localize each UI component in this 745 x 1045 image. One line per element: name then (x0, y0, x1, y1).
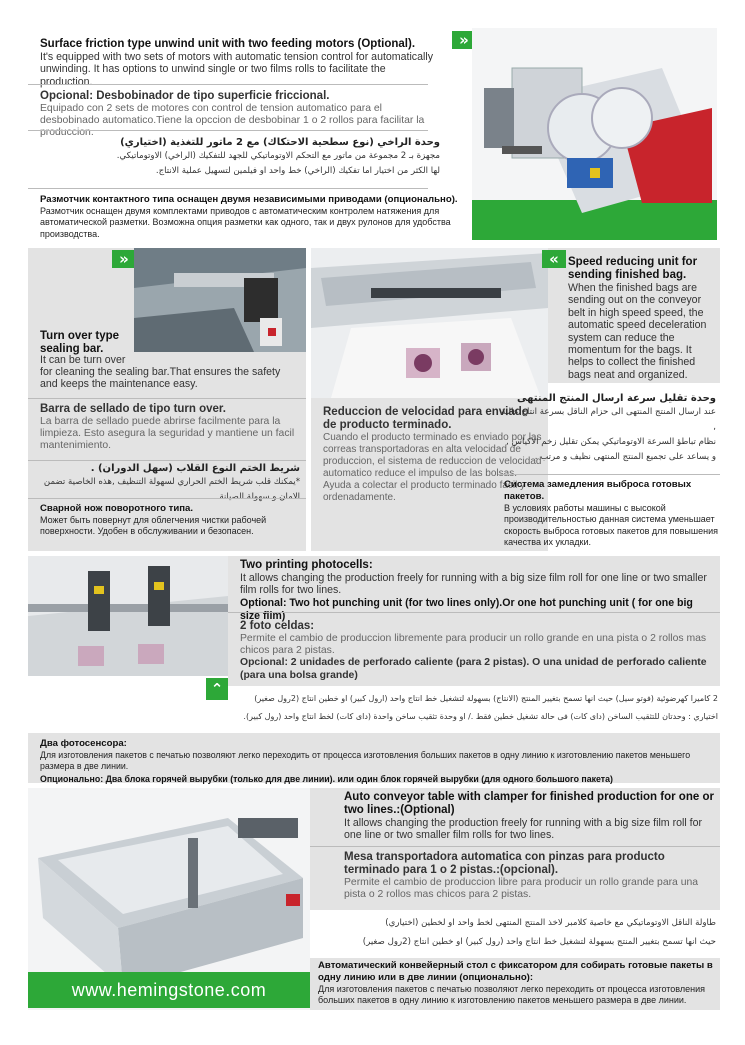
speed-title-ar: وحدة تقليل سرعة ارسال المنتج المنتهى (517, 393, 716, 404)
double-chevron-up-icon: ⌃ (206, 678, 228, 700)
photocells-optional-es: Opcional: 2 unidades de perforado caliente (para 2 pistas). O una unidad de perforado caliente (para una bolsa grande) (240, 657, 707, 681)
speed-line1-ar: عند ارسال المنتج المنتهى الى حزام الناقل بسرعة انتاج عالية , (501, 407, 716, 432)
conveyor-title-es: Mesa transportadora automatica con pinzas para producto terminado para 1 o 2 pistas.:(opcional). (344, 851, 665, 876)
unwind-body-es: Equipado con 2 sets de motores con control de tension automatico para el desbobinado automatico.Tiene la opccion de desbobinar 1 o 2 rollos para facilitar la produccion. (40, 103, 425, 139)
photocells-photo (28, 556, 228, 676)
unwind-line1-ar: مجهزة بـ 2 مجموعة من ماتور مع التحكم الاوتوماتيكي للجهد للتفكيك (الراخي) الاوتوماتيكي. (116, 151, 440, 161)
conveyor-title-ru: Автоматический конвейерный стол с фиксатором для собирать готовые пакеты в одну линию или в две линии (опционально): (318, 960, 713, 983)
speed-body-es: Cuando el producto terminado es enviado por las correas transportadoras en alta velocidad de produccion, el sistema de reduccion de velocidad automatico reduce el impulso de las bolsas. Ayuda a colectar el producto terminado facil y ordenadamente. (323, 432, 542, 503)
sealing-title-es: Barra de sellado de tipo turn over. (40, 403, 226, 415)
sealing-body-ru: Может быть повернут для облегчения чистки рабочей поверхности. Удобен в обслуживании и безопасен. (40, 515, 267, 537)
sealing-body-ar: *يمكنك قلب شريط الختم الحراري لسهولة التنظيف ,هذه الخاصية تضمن الامان و سهولة الصيانة (43, 477, 300, 502)
speed-body-ru: В условиях работы машины с высокой производительностью данная система уменьшает скорость выброса готовых пакетов для повышения качества их укладки. (504, 503, 718, 548)
photocells-line1-ar: 2 كاميرا كهرضوئية (فوتو سيل) حيث انها تسمح بتغيير المنتج (الانتاج) بسهولة لتشغيل خط انتاج واحد (ارول كبير) او خطين انتاج (2رول صغير) (254, 694, 718, 703)
speed-line3-ar: و يساعد على تجميع المنتج المنتهى نظيف و مرتب . (534, 452, 716, 462)
speed-line2-ar: نظام تباطؤ السرعة الاوتوماتيكي يمكن تقليل زخم الاكياس , (506, 437, 716, 447)
double-chevron-right-icon: » (452, 31, 476, 49)
sealing-body-es: La barra de sellado puede abrirse facilmente para la limpieza. Esto asegura la seguridad y mantiene un facil mantenimiento. (40, 416, 295, 452)
photocells-body-es: Permite el cambio de produccion libremente para producir un rollo grande en una pista o 2 rollos mas chicos para 2 pistas. (240, 633, 707, 657)
photocells-body-en: It allows changing the production freely for running with a big size film roll for one line or two smaller film rolls for two lines. (240, 572, 707, 597)
sealing-title-ru: Сварной нож поворотного типа. (40, 503, 194, 514)
photocells-title-ru: Два фотосенсора: (40, 738, 127, 749)
unwind-title-es: Opcional: Desbobinador de tipo superficie friccional. (40, 90, 330, 102)
unwind-title-ru: Размотчик контактного типа оснащен двумя независимыми приводами (опционально). (40, 194, 458, 205)
photocells-title-es: 2 foto celdas: (240, 620, 315, 632)
unwind-title-ar: وحدة الراخي (نوع سطحية الاحتكاك) مع 2 ماتور للتغذية (اختياري) (120, 137, 440, 148)
speed-title-en: Speed reducing unit for sending finished bag. (568, 256, 698, 281)
conveyor-body-ru: Для изготовления пакетов с печатью позволяют легко переходить от процесса изготовления больших пакетов в одну линию к изготовлению пакетов меньшего размера в две линии. (318, 984, 705, 1006)
website-banner[interactable]: www.hemingstone.com (28, 972, 310, 1008)
double-chevron-right-icon: » (112, 250, 136, 268)
sealing-bar-photo (134, 248, 306, 352)
conveyor-line2-ar: حيث انها تسمح بتغيير المنتج بسهولة لتشغيل خط انتاج واحد (رول كبير) او خطين انتاج (2رول صغير) (362, 937, 716, 947)
conveyor-line1-ar: طاولة الناقل الاوتوماتيكي مع خاصية كلامبر لاخذ المنتج المنتهى لخط واحد او لخطين (اختياري) (385, 918, 716, 928)
conveyor-title-en: Auto conveyor table with clamper for finished production for one or two lines.:(Optional) (344, 791, 714, 816)
conveyor-body-en: It allows changing the production freely for running with a big size film roll for one line or two smaller film rolls for two lines. (344, 817, 703, 842)
unwind-body-en: It's equipped with two sets of motors with automatic tension control for automatically unwinding. It has options to unwind single or two films rolls to facilitate the production. (40, 51, 433, 88)
unwind-title-en: Surface friction type unwind unit with two feeding motors (Optional). (40, 38, 416, 50)
unwind-unit-photo (472, 28, 717, 240)
conveyor-body-es: Permite el cambio de produccion libre para producir un rollo grande para una pista o 2 rollos mas chicos para 2 pistas. (344, 877, 699, 901)
sealing-body2-en: for cleaning the sealing bar.That ensures the safety and keeps the maintenance easy. (40, 366, 281, 391)
unwind-line2-ar: لها الكثر من اختيار اما تفكيك (الراخي) خط واحد او فيلمين لتسهيل عملية الانتاج. (155, 166, 440, 176)
photocells-optional-en: Optional: Two hot punching unit (for two lines only).Or one hot punching unit ( for one big size film) (240, 596, 693, 622)
speed-title-ru: Система замедления выброса готовых пакетов. (504, 479, 692, 502)
double-chevron-left-icon: « (542, 250, 566, 268)
photocells-title-en: Two printing photocells: (240, 559, 373, 571)
photocells-body-ru: Для изготовления пакетов с печатью позволяют легко переходить от процесса изготовления больших пакетов в одну линию к изготовлению пакетов меньшего размера в две линии. (40, 750, 691, 772)
photocells-optional-ru: Опционально: Два блока горячей вырубки (только для две линии). или один блок горячей вырубки (для одного большого пакета) (40, 773, 613, 784)
speed-title-es: Reduccion de velocidad para enviado de producto terminado. (323, 406, 529, 431)
speed-body-en: When the finished bags are sending out on the conveyor belt in high speed speed, the automatic speed deceleration system can reduce the momentum for the bags. It helps to collect the finished bags neat and organized. (568, 282, 707, 381)
sealing-title-en: Turn over type sealing bar. (40, 330, 120, 355)
sealing-title-ar: شريط الختم النوع القلاب (سهل الدوران) . (90, 463, 300, 474)
unwind-body-ru: Размотчик оснащен двумя комплектами приводов с автоматическим контролем натяжения для автоматической разметки. Возможна опция разметки как одного, так и двух рулонов для удобства производства. (40, 206, 451, 239)
photocells-line2-ar: اختياري : وحدتان للتثقيب الساخن (داى كات) فى حالة تشغيل خطين فقط ./ او وحدة تثقيب ساخن واحدة (داى كات) لخط انتاج واحد (رول كبير). (243, 712, 718, 721)
speed-reducer-photo (311, 248, 548, 398)
sealing-body1-en: It can be turn over (40, 354, 126, 366)
